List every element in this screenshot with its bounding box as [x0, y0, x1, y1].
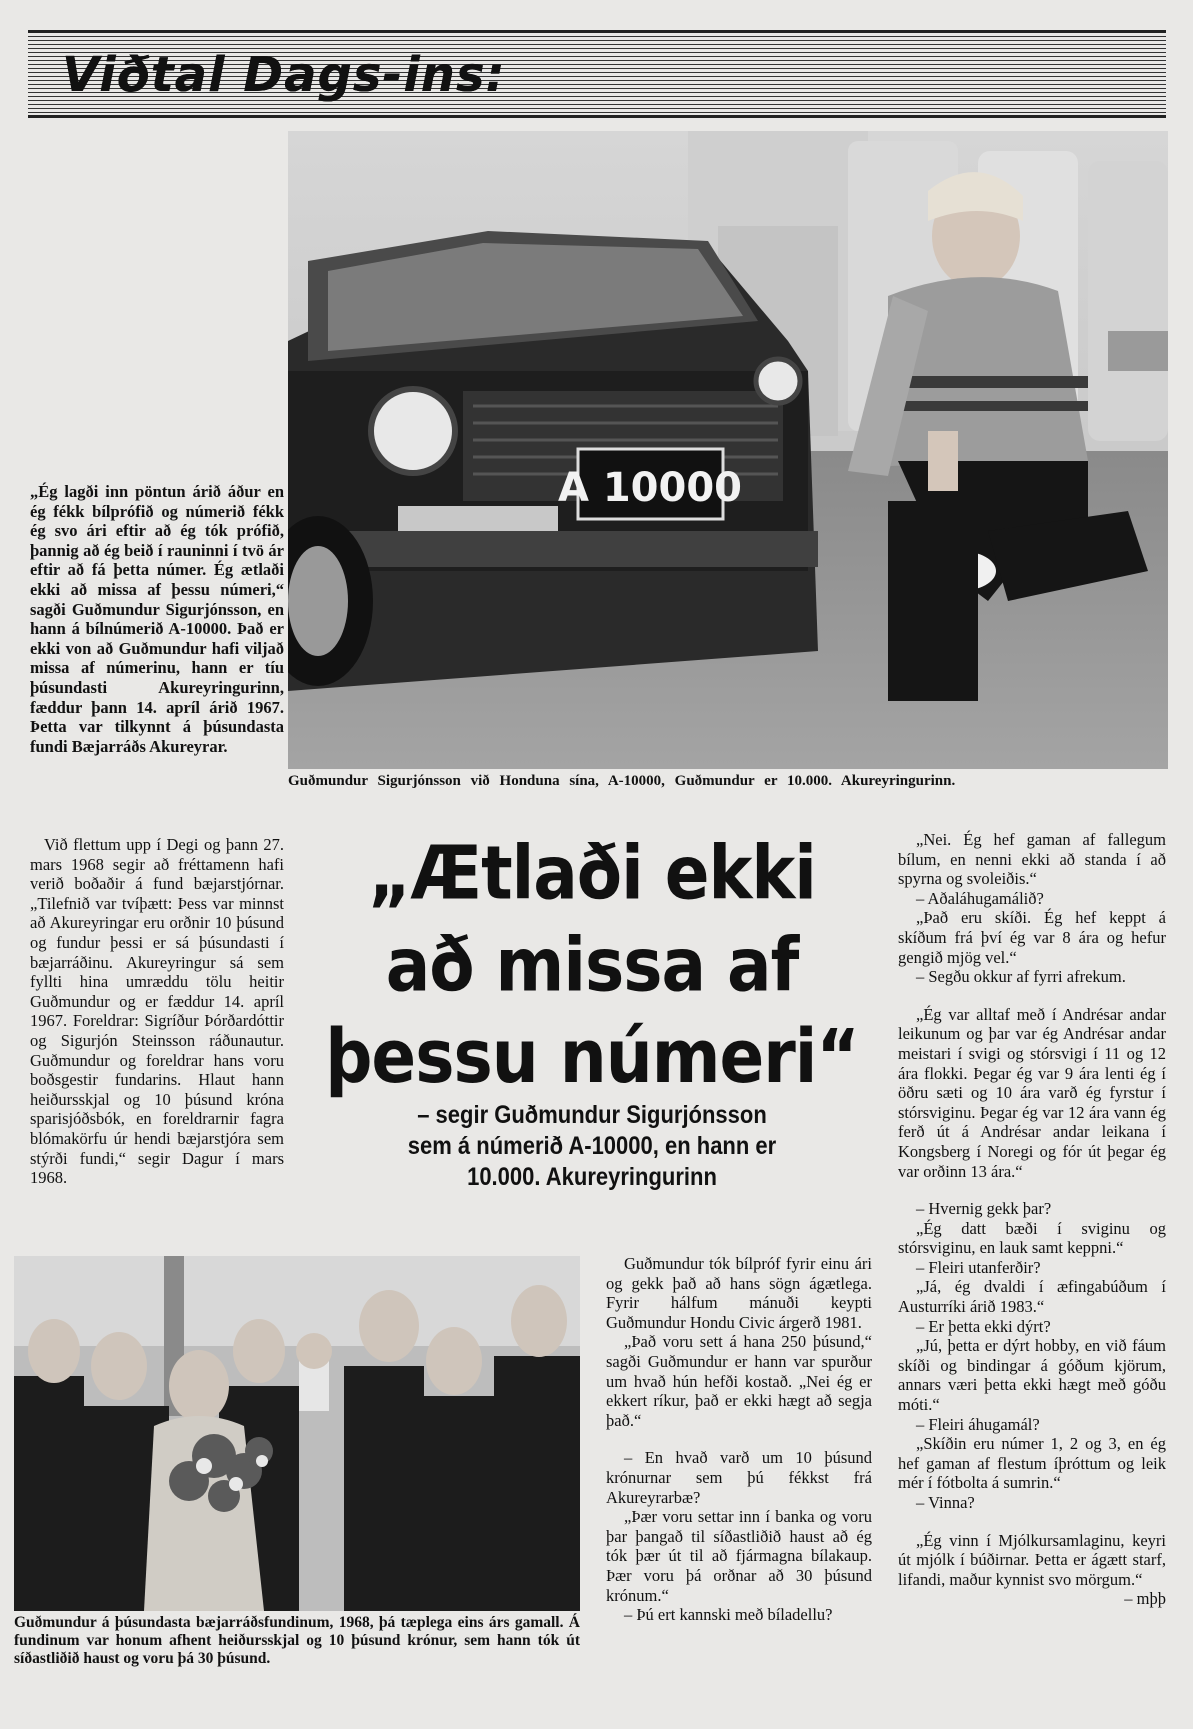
council-meeting-photo — [14, 1256, 580, 1611]
right-paragraph: „Nei. Ég hef gaman af fallegum bílum, en nenni ekki að standa í að spyrna og svoleiðis.“ — [898, 830, 1166, 889]
right-paragraph: – Aðaláhugamálið? — [916, 888, 1044, 908]
subheadline-line-2: sem á númerið A-10000, en hann er — [407, 1132, 777, 1160]
license-plate-text: A 10000 — [557, 465, 743, 511]
car-photo — [288, 131, 1168, 769]
middle-paragraph: „Það voru sett á hana 250 þúsund,“ sagði Guðmundur er hann var spurður um hvað hún hefði kostað. „Nei ég er ekkert ríkur, það er ekki hægt að segja það.“ — [606, 1332, 872, 1430]
top-photo-caption: Guðmundur Sigurjónsson við Honduna sína, A-10000, Guðmundur er 10.000. Akureyringurinn. — [288, 773, 956, 789]
subheadline-line-3: 10.000. Akureyringurinn — [467, 1163, 717, 1191]
subheadline-line-1: – segir Guðmundur Sigurjónsson — [417, 1101, 767, 1129]
headline — [318, 828, 866, 1104]
middle-column — [606, 1254, 872, 1625]
right-paragraph: „Já, ég dvaldi í æfingabúðum í Austurríki árið 1983.“ — [898, 1277, 1166, 1317]
right-paragraph: „Jú, þetta er dýrt hobby, en við fáum skíði og bindingar á góðum kjörum, annars væri þetta ekki hægt með góðu móti.“ — [898, 1336, 1166, 1415]
middle-paragraph: „Þær voru settar inn í banka og voru þar þangað til síðastliðið haust að ég tók þær út til að fjármagna bílakaup. Þær voru þá orðnar að 30 þúsund krónum.“ — [606, 1507, 872, 1605]
right-paragraph: – Segðu okkur af fyrri afrekum. — [916, 967, 1126, 987]
right-paragraph: – Fleiri utanferðir? — [916, 1257, 1041, 1277]
author-signature: – mþþ — [1124, 1589, 1166, 1609]
middle-paragraph: Guðmundur tók bílpróf fyrir einu ári og gekk það að hans sögn ágætlega. Fyrir hálfum mánuði keypti Guðmundur Hondu Civic árgerð 1981. — [606, 1254, 872, 1332]
right-paragraph: „Ég var alltaf með í Andrésar andar leikunum og þar var ég Andrésar andar meistari í svigi og stórsvigi í 11 og 12 ára flokki. Þegar ég var 9 ára lenti ég í öðru sæti og 10 ára varð ég fyrstur í stórsviginu. Þegar ég var 12 ára vann ég ferð út á Andrésar andar leikana í Kongsberg í Noregi og fór út þegar ég var orðinn 13 ára.“ — [898, 1004, 1166, 1181]
masthead-banner — [28, 30, 1166, 118]
bottom-photo-caption: Guðmundur á þúsundasta bæjarráðsfundinum, 1968, þá tæplega eins árs gamall. Á fundinum var honum afhent heiðursskjal og 10 þúsund krónur, sem hann tók út síðastliðið haust og voru þá 30 þúsund. — [14, 1614, 580, 1667]
right-column — [898, 830, 1166, 1609]
right-paragraph: – Hvernig gekk þar? — [916, 1199, 1052, 1219]
headline-line-2: að missa af — [385, 922, 799, 1009]
headline-line-3: þessu númeri“ — [325, 1013, 859, 1101]
subheadline — [351, 1100, 833, 1193]
right-paragraph: – Fleiri áhugamál? — [916, 1414, 1040, 1434]
right-paragraph: „Skíðin eru númer 1, 2 og 3, en ég hef gaman af flestum íþróttum og leik mér í fótbolta á sumrin.“ — [898, 1434, 1166, 1493]
right-paragraph: „Ég datt bæði í sviginu og stórsviginu, en lauk samt keppni.“ — [898, 1218, 1166, 1258]
lead-paragraph: „Ég lagði inn pöntun árið áður en ég fékk bílprófið og númerið fékk ég svo ári eftir að ég tók prófið, þannig að ég beið í rauninni í tvö ár eftir að fá þetta númer. Ég ætlaði ekki að missa af þessu númeri,“ sagði Guðmundur Sigurjónsson, en hann á bílnúmerið A-10000. Það er ekki von að Guðmundur hafi viljað missa af númerinu, hann er tíu þúsundasti Akureyringurinn, fæddur þann 14. apríl árið 1967. Þetta var tilkynnt á þúsundasta fundi Bæjarráðs Akureyrar. — [30, 482, 284, 756]
right-paragraph: – Vinna? — [916, 1493, 975, 1512]
headline-line-1: „Ætlaði ekki — [368, 830, 816, 917]
middle-paragraph: – Þú ert kannski með bíladellu? — [624, 1605, 833, 1625]
middle-paragraph: – En hvað varð um 10 þúsund krónurnar sem þú fékkst frá Akureyrarbæ? — [606, 1448, 872, 1507]
right-paragraph: „Það eru skíði. Ég hef keppt á skíðum frá því ég var 8 ára og hefur gengið mjög vel.“ — [898, 908, 1166, 967]
left-column-text: Við flettum upp í Degi og þann 27. mars 1968 segir að fréttamenn hafi verið boðaðir á fund bæjarstjórnar. „Tilefnið var tvíþætt: Þess var minnst að Akureyringar eru orðnir 10 þúsund og fundur þessi er sá þúsundasti í bæjarráðinu. Akureyringur sá sem fyllti hina umræddu tölu heitir Guðmundur og er fæddur 14. apríl 1967. Foreldrar: Sigríður Þórðardóttir og Sigurjón Steinsson ráðunautur. Guðmundur og foreldrar hans voru boðsgestir fundarins. Hlaut hann heiðursskjal og 10 þúsund króna sparisjóðsbók, en foreldrarnir fagra blómakörfu úr hendi bæjarstjóra sem stýrði fundi,“ segir Dagur í mars 1968. — [30, 835, 284, 1188]
banner-title: Viðtal Dags-ins: — [62, 47, 506, 103]
right-paragraph: – Er þetta ekki dýrt? — [916, 1316, 1051, 1336]
right-paragraph: „Ég vinn í Mjólkursamlaginu, keyri út mjólk í búðirnar. Þetta er ágætt starf, lifandi, maður kynnist svo mörgum.“ — [898, 1530, 1166, 1589]
